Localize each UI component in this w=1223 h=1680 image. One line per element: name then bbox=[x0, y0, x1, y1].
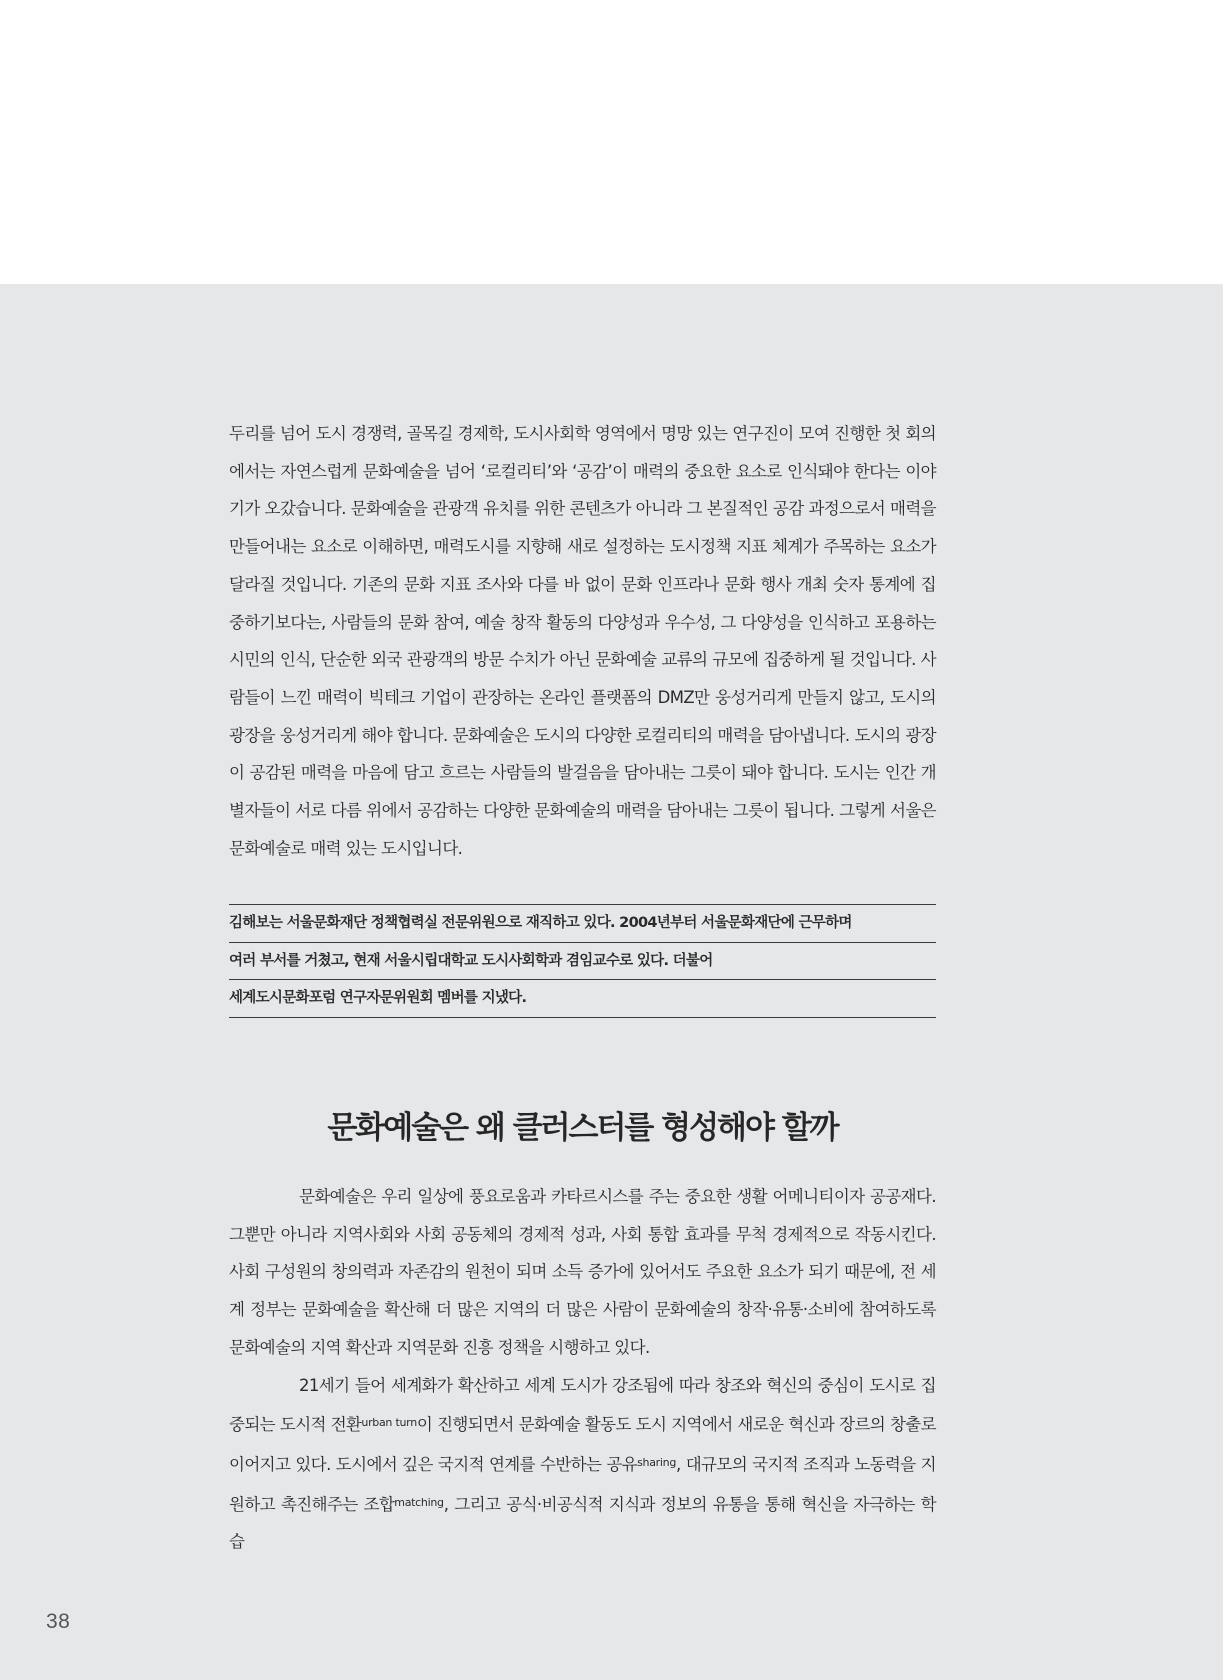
english-term: urban turn bbox=[361, 1416, 417, 1430]
section-paragraph: 문화예술은 우리 일상에 풍요로움과 카타르시스를 주는 중요한 생활 어메니티이자 공공재다. 그뿐만 아니라 지역사회와 사회 공동체의 경제적 성과, 사회 통합 효과를 무척 경제적으로 작동시킨다. 사회 구성원의 창의력과 자존감의 원천이 되며 소득 증가에 있어서도 주요한 요소가 되기 때문에, 전 세계 정부는 문화예술을 확산해 더 많은 지역의 더 많은 사람이 문화예술의 창작·유통·소비에 참여하도록 문화예술의 지역 확산과 지역문화 진흥 정책을 시행하고 있다. bbox=[229, 1187, 936, 1357]
author-bio-line: 세계도시문화포럼 연구자문위원회 멤버를 지냈다. bbox=[229, 979, 936, 1018]
paragraph-text: , 대규모의 국지적 조직과 노동력을 지원하고 촉진해주는 조합 bbox=[229, 1454, 936, 1514]
section-heading: 문화예술은 왜 클러스터를 형성해야 할까 bbox=[327, 1110, 838, 1146]
top-blank-area bbox=[0, 0, 1223, 284]
author-bio-line: 김해보는 서울문화재단 정책협력실 전문위원으로 재직하고 있다. 2004년부터 서울문화재단에 근무하며 bbox=[229, 904, 936, 942]
author-bio bbox=[229, 904, 936, 1018]
section-paragraph bbox=[229, 1367, 936, 1562]
page-number: 38 bbox=[46, 1610, 71, 1633]
paragraph-text: 이 진행되면서 문화예술 활동도 도시 지역에서 새로운 혁신과 장르의 창출로 이어지고 있다. 도시에서 깊은 국지적 연계를 수반하는 공유 bbox=[229, 1415, 936, 1474]
english-term: sharing bbox=[637, 1455, 677, 1469]
author-bio-line: 여러 부서를 거쳤고, 현재 서울시립대학교 도시사회학과 겸임교수로 있다. 더불어 bbox=[229, 942, 936, 980]
section-body bbox=[229, 1178, 936, 1561]
paragraph-text: , 그리고 공식·비공식적 지식과 정보의 유통을 통해 혁신을 자극하는 학습 bbox=[229, 1494, 936, 1552]
paragraph-text: 21세기 들어 세계화가 확산하고 세계 도시가 강조됨에 따라 창조와 혁신의 중심이 도시로 집중되는 도시적 전환 bbox=[229, 1375, 936, 1435]
english-term: matching bbox=[394, 1495, 444, 1509]
intro-paragraph: 두리를 넘어 도시 경쟁력, 골목길 경제학, 도시사회학 영역에서 명망 있는 연구진이 모여 진행한 첫 회의에서는 자연스럽게 문화예술을 넘어 ‘로컬리티’와 ‘공감’이 매력의 중요한 요소로 인식돼야 한다는 이야기가 오갔습니다. 문화예술을 관광객 유치를 위한 콘텐츠가 아니라 그 본질적인 공감 과정으로서 매력을 만들어내는 요소로 이해하면, 매력도시를 지향해 새로 설정하는 도시정책 지표 체계가 주목하는 요소가 달라질 것입니다. 기존의 문화 지표 조사와 다를 바 없이 문화 인프라나 문화 행사 개최 숫자 통계에 집중하기보다는, 사람들의 문화 참여, 예술 창작 활동의 다양성과 우수성, 그 다양성을 인식하고 포용하는 시민의 인식, 단순한 외국 관광객의 방문 수치가 아닌 문화예술 교류의 규모에 집중하게 될 것입니다. 사람들이 느낀 매력이 빅테크 기업이 관장하는 온라인 플랫폼의 DMZ만 웅성거리게 만들지 않고, 도시의 광장을 웅성거리게 해야 합니다. 문화예술은 도시의 다양한 로컬리티의 매력을 담아냅니다. 도시의 광장이 공감된 매력을 마음에 담고 흐르는 사람들의 발걸음을 담아내는 그릇이 돼야 합니다. 도시는 인간 개별자들이 서로 다름 위에서 공감하는 다양한 문화예술의 매력을 담아내는 그릇이 됩니다. 그렇게 서울은 문화예술로 매력 있는 도시입니다. bbox=[229, 424, 936, 858]
